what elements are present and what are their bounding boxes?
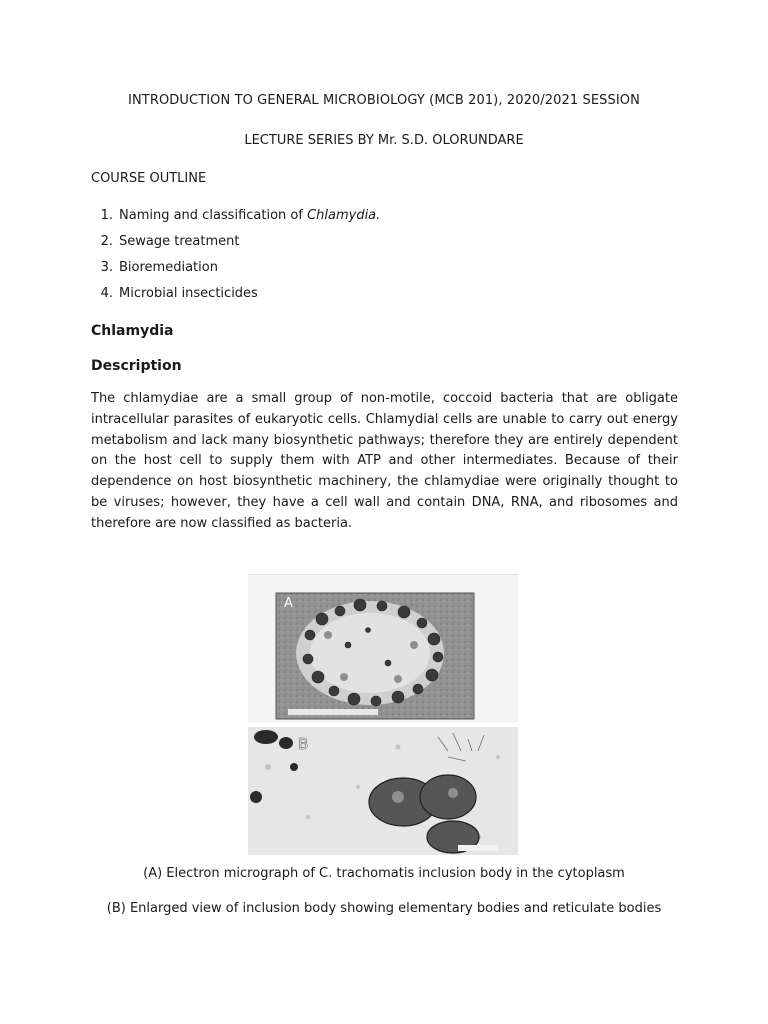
document-title: INTRODUCTION TO GENERAL MICROBIOLOGY (MCB 201), 2020/2021 SESSION bbox=[128, 93, 640, 108]
list-number: 3. bbox=[100, 260, 113, 275]
micrograph-b bbox=[248, 727, 518, 855]
micrograph-b-label: B bbox=[298, 735, 309, 753]
course-outline-list bbox=[91, 207, 380, 311]
list-text: Bioremediation bbox=[119, 260, 218, 275]
list-number: 1. bbox=[100, 208, 113, 223]
list-item bbox=[91, 233, 380, 259]
section-subheading: Description bbox=[91, 358, 182, 374]
document-subtitle: LECTURE SERIES BY Mr. S.D. OLORUNDARE bbox=[244, 133, 524, 148]
section-heading: Chlamydia bbox=[91, 323, 174, 339]
micrograph-a bbox=[248, 574, 518, 723]
figure-caption-b: (B) Enlarged view of inclusion body showing elementary bodies and reticulate bodies bbox=[106, 901, 662, 916]
list-text: Microbial insecticides bbox=[119, 286, 258, 301]
list-text-italic: Chlamydia bbox=[307, 208, 377, 223]
micrograph-a-label: A bbox=[284, 596, 293, 611]
list-number: 4. bbox=[100, 286, 113, 301]
list-item bbox=[91, 259, 380, 285]
list-item bbox=[91, 207, 380, 233]
description-paragraph: The chlamydiae are a small group of non-motile, coccoid bacteria that are obligate intracellular parasites of eukaryotic cells. Chlamydial cells are unable to carry out energy metabolism and lack many biosynthetic pathways; therefore they are entirely dependent on the host cell to supply them with ATP and other intermediates. Because of their dependence on host biosynthetic machinery, the chlamydiae were originally thought to be viruses; however, they have a cell wall and contain DNA, RNA, and ribosomes and therefore are now classified as bacteria. bbox=[91, 391, 678, 531]
list-item bbox=[91, 285, 380, 311]
list-text: Naming and classification of bbox=[119, 208, 308, 223]
list-number: 2. bbox=[100, 234, 113, 249]
figure-caption-a: (A) Electron micrograph of C. trachomatis inclusion body in the cytoplasm bbox=[143, 866, 625, 881]
list-text: Sewage treatment bbox=[119, 234, 240, 249]
course-outline-heading: COURSE OUTLINE bbox=[91, 171, 207, 186]
list-text-suffix: . bbox=[376, 208, 381, 223]
